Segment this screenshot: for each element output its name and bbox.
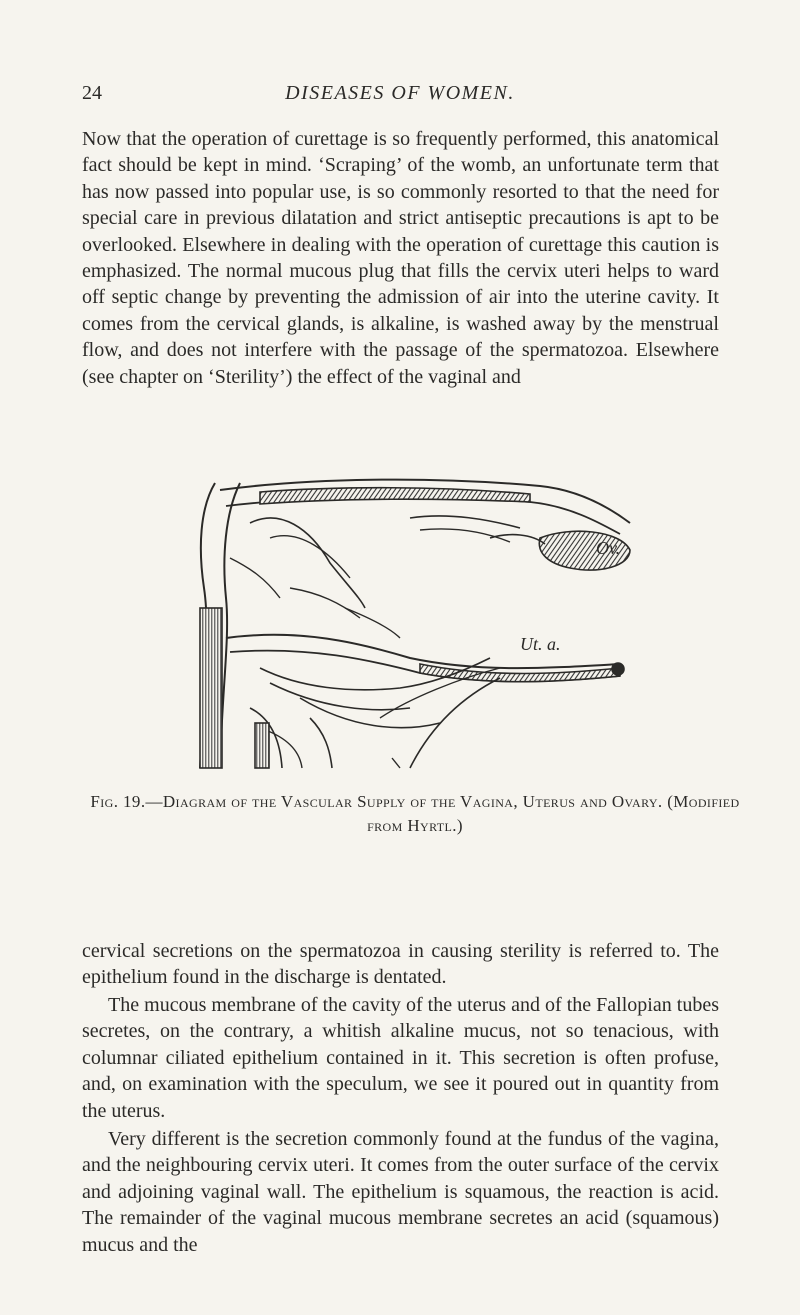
running-title: DISEASES OF WOMEN. [285, 82, 515, 104]
label-uterine-artery: Ut. a. [520, 634, 561, 654]
paragraph-3: The mucous membrane of the cavity of the uterus and of the Fallopian tubes secretes, on the contrary, a whitish alkaline mucus, not so tenacious, with columnar ciliated epithelium contained in it. This secretion is often profuse, and, on examination with the speculum, we see it poured out in quantity from the uterus. [82, 994, 719, 1122]
figure-caption: Fig. 19.—Diagram of the Vascular Supply of the Vagina, Uterus and Ovary. (Modified from Hyrtl.) [90, 792, 740, 835]
label-ovary: Ov. [596, 538, 621, 558]
paragraph-4: Very different is the secretion commonly found at the fundus of the vagina, and the neighbouring cervix uteri. It comes from the outer surface of the cervix and adjoining vaginal wall. The epithelium is squamous, the reaction is acid. The remainder of the vaginal mucous membrane secretes an acid (squamous) mucus and the [82, 1128, 719, 1256]
paragraph-2: cervical secretions on the spermatozoa in causing sterility is referred to. The epithelium found in the discharge is dentated. [82, 940, 719, 989]
figure-vascular-diagram [160, 468, 660, 778]
vascular-illustration [160, 468, 660, 778]
page-number: 24 [82, 82, 102, 104]
paragraph-1: Now that the operation of curettage is so frequently performed, this anatomical fact should be kept in mind. ‘Scraping’ of the womb, an unfortunate term that has now passed into popular use, is so commonly resorted to that the need for special care in previous dilatation and strict antiseptic precautions is apt to be overlooked. Elsewhere in dealing with the operation of curettage this caution is emphasized. The normal mucous plug that fills the cervix uteri helps to ward off septic change by preventing the admission of air into the uterine cavity. It comes from the cervical glands, is alkaline, is washed away by the menstrual flow, and does not interfere with the passage of the spermatozoa. Elsewhere (see chapter on ‘Sterility’) the effect of the vaginal and [82, 128, 719, 388]
